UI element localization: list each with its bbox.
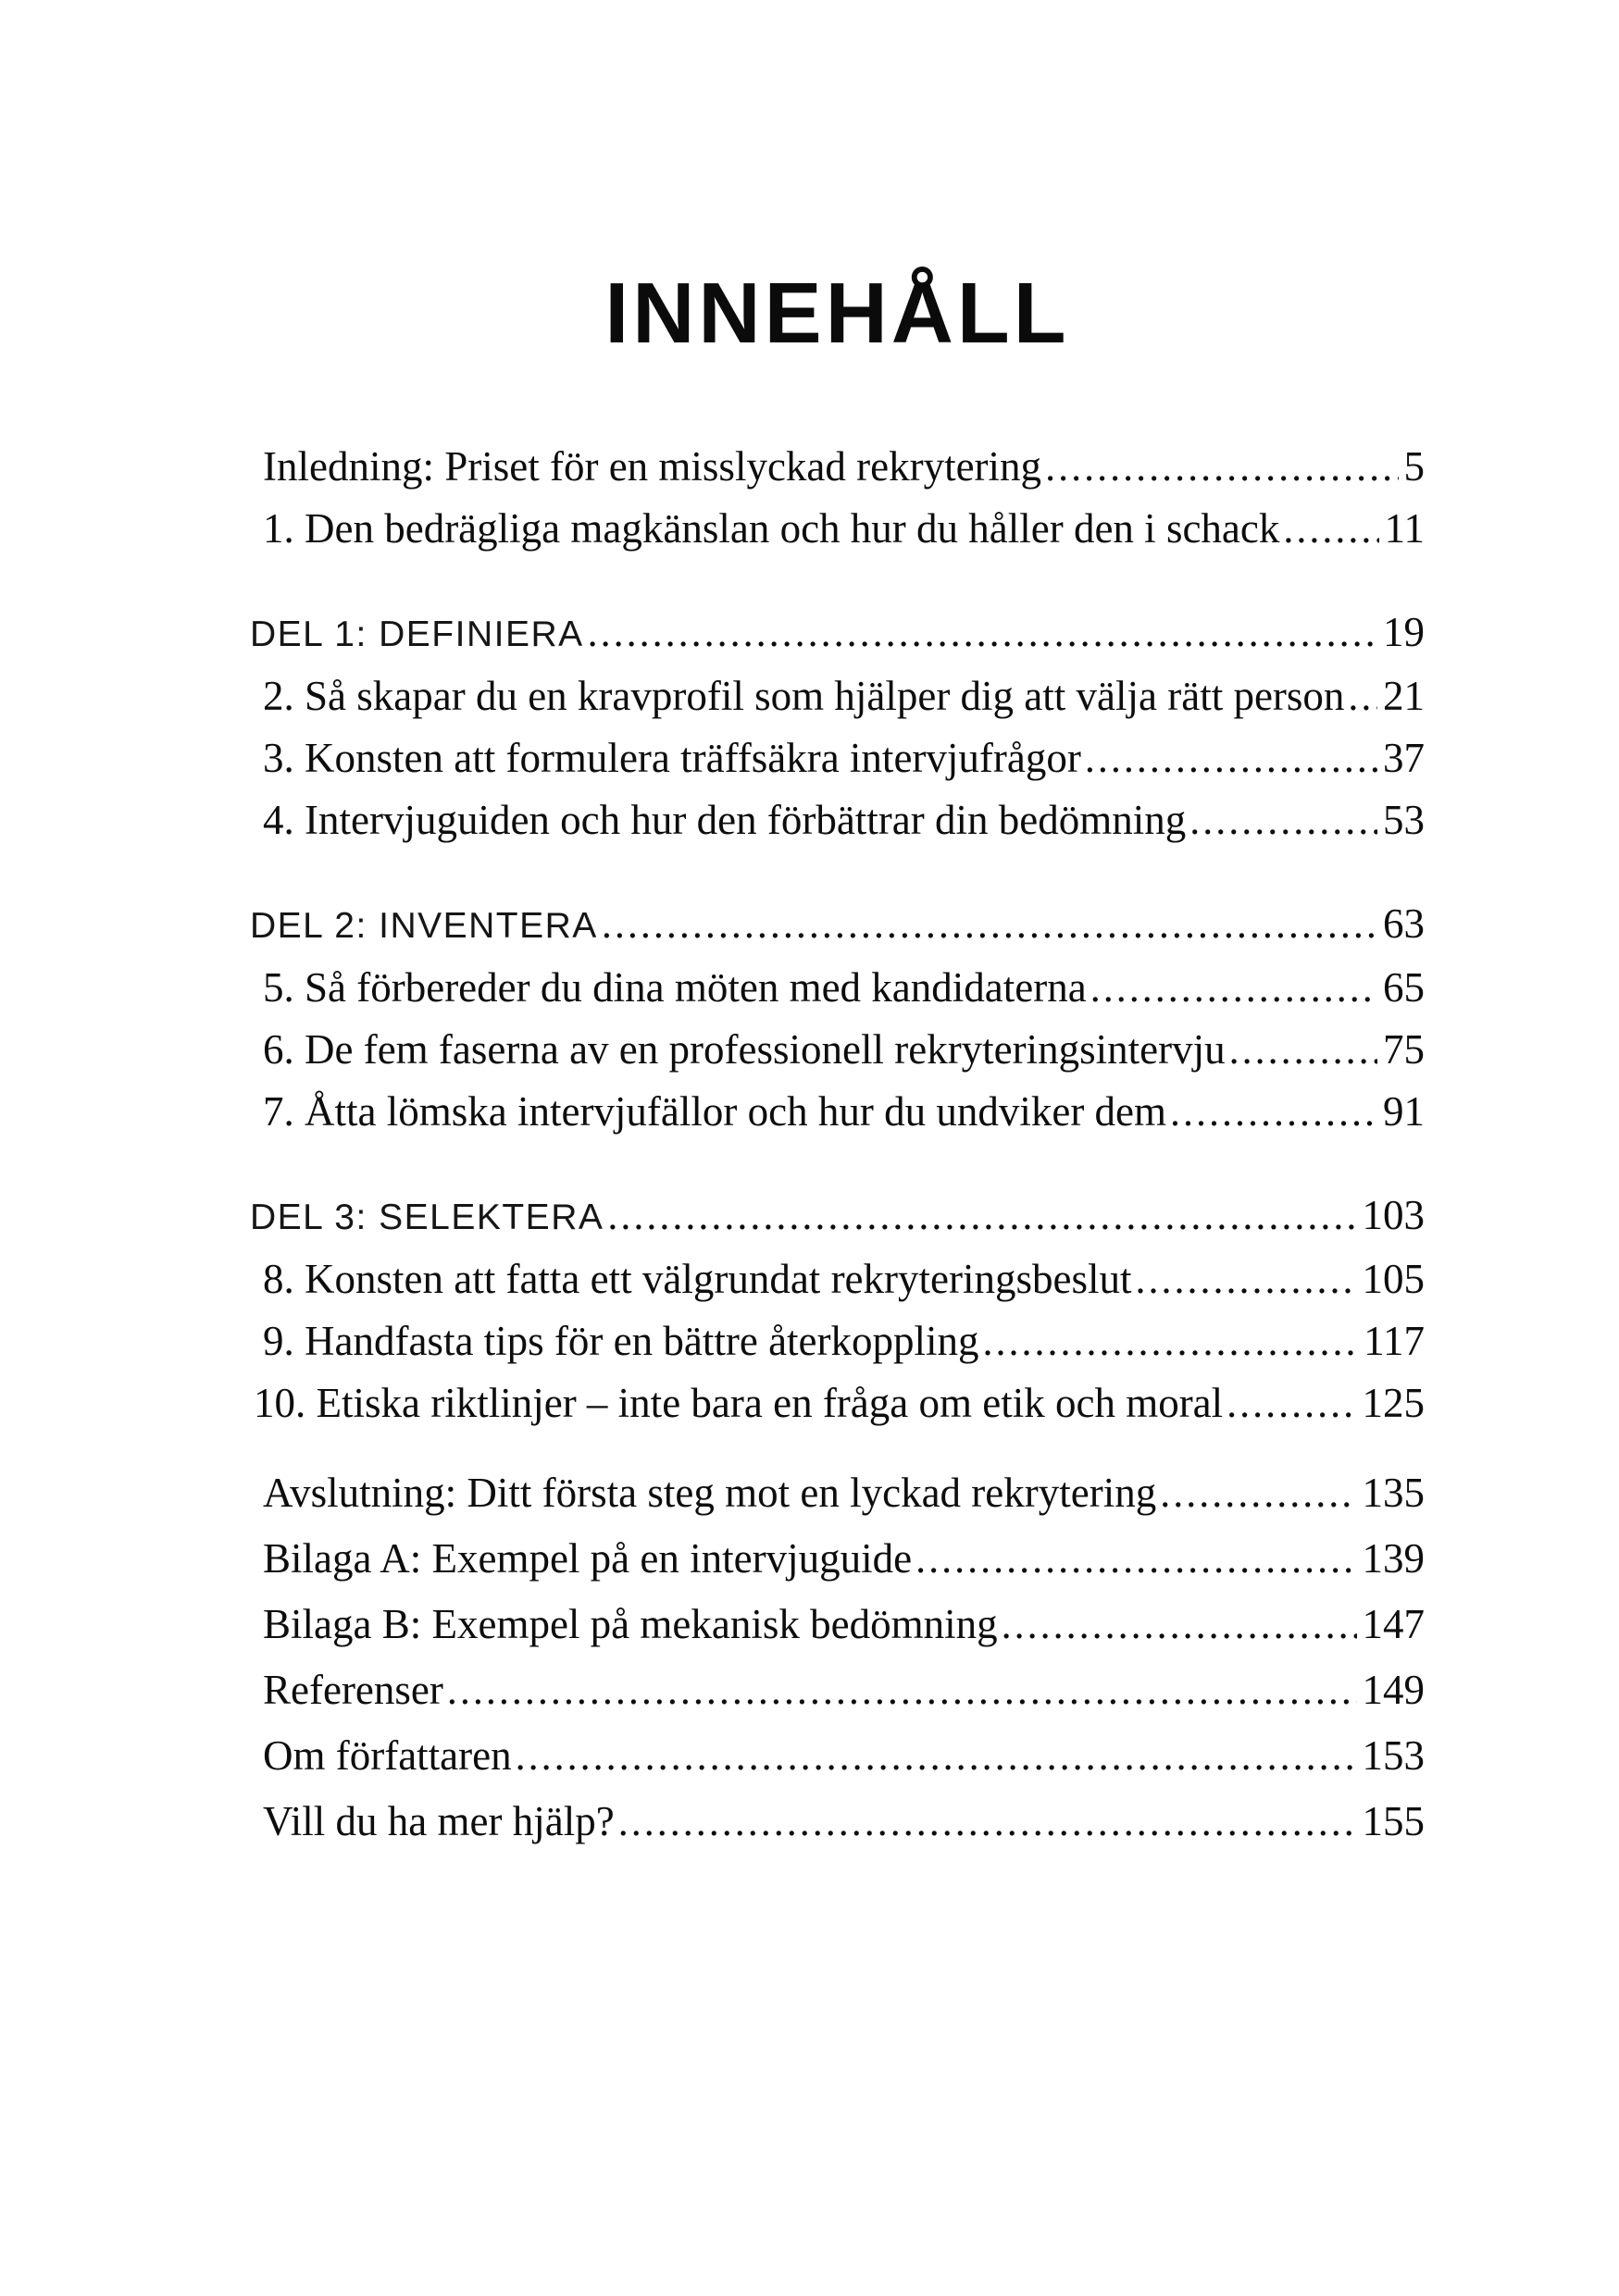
- toc-entry-page: 11: [1384, 505, 1425, 552]
- dot-leader: [1227, 1372, 1356, 1434]
- toc-row-referenser: [250, 1659, 1425, 1721]
- toc-row-om-forfattaren: [250, 1725, 1425, 1787]
- toc-entry-page: 147: [1362, 1601, 1425, 1647]
- toc-row-chapter-10: [250, 1372, 1425, 1434]
- dot-leader: [618, 1791, 1357, 1853]
- toc-entry-page: 149: [1362, 1667, 1425, 1713]
- toc-entry-label: 6. De fem faserna av en professionell rekryteringsintervju: [263, 1026, 1226, 1073]
- table-of-contents: [250, 436, 1425, 1853]
- dot-leader: [1045, 436, 1398, 498]
- dot-leader: [1283, 498, 1378, 560]
- dot-leader: [1085, 727, 1377, 789]
- dot-leader: [1170, 1081, 1377, 1143]
- toc-row-chapter-3: [250, 727, 1425, 789]
- dot-leader: [1348, 665, 1377, 727]
- toc-row-inledning: [250, 436, 1425, 498]
- toc-part-page: 103: [1362, 1192, 1425, 1238]
- toc-row-chapter-2: [250, 665, 1425, 727]
- dot-leader: [1090, 957, 1377, 1019]
- toc-entry-label: 9. Handfasta tips för en bättre återkoppling: [263, 1318, 979, 1364]
- toc-row-part-2: [250, 893, 1425, 957]
- dot-leader: [1229, 1019, 1377, 1081]
- toc-row-bilaga-a: [250, 1528, 1425, 1590]
- toc-entry-page: 53: [1383, 797, 1425, 843]
- toc-entry-page: 155: [1362, 1798, 1425, 1844]
- toc-row-part-1: [250, 602, 1425, 665]
- toc-content: [250, 0, 1425, 1853]
- toc-entry-label: Inledning: Priset för en misslyckad rekrytering: [263, 443, 1042, 490]
- toc-row-chapter-5: [250, 957, 1425, 1019]
- toc-entry-label: 5. Så förbereder du dina möten med kandidaterna: [263, 964, 1087, 1011]
- toc-part-page: 63: [1383, 900, 1425, 947]
- toc-entry-label: Bilaga A: Exempel på en intervjuguide: [263, 1535, 913, 1582]
- toc-row-chapter-6: [250, 1019, 1425, 1081]
- toc-entry-label: Avslutning: Ditt första steg mot en lyckad rekrytering: [263, 1470, 1157, 1516]
- toc-entry-label: Om författaren: [263, 1732, 512, 1779]
- toc-row-bilaga-b: [250, 1594, 1425, 1656]
- toc-entry-label: 7. Åtta lömska intervjufällor och hur du undviker dem: [263, 1088, 1167, 1135]
- toc-entry-page: 21: [1383, 673, 1425, 719]
- toc-row-mer-hjalp: [250, 1791, 1425, 1853]
- toc-row-chapter-8: [250, 1248, 1425, 1310]
- dot-leader: [602, 893, 1377, 955]
- toc-entry-page: 117: [1364, 1318, 1425, 1364]
- toc-part-label: DEL 2: INVENTERA: [250, 906, 598, 946]
- toc-row-chapter-7: [250, 1081, 1425, 1143]
- dot-leader: [516, 1725, 1357, 1787]
- toc-row-part-3: [250, 1185, 1425, 1248]
- dot-leader: [1135, 1248, 1356, 1310]
- toc-entry-label: 4. Intervjuguiden och hur den förbättrar din bedömning: [263, 797, 1187, 843]
- dot-leader: [1160, 1462, 1356, 1524]
- toc-entry-page: 139: [1362, 1535, 1425, 1582]
- toc-entry-label: 10. Etiska riktlinjer – inte bara en fråga om etik och moral: [254, 1380, 1224, 1426]
- toc-part-page: 19: [1383, 609, 1425, 655]
- toc-entry-label: Vill du ha mer hjälp?: [263, 1798, 615, 1844]
- toc-row-chapter-4: [250, 789, 1425, 851]
- toc-entry-page: 105: [1362, 1256, 1425, 1302]
- toc-entry-page: 65: [1383, 964, 1425, 1011]
- toc-entry-page: 91: [1383, 1088, 1425, 1135]
- toc-entry-page: 75: [1383, 1026, 1425, 1073]
- toc-row-avslutning: [250, 1462, 1425, 1524]
- toc-entry-label: 8. Konsten att fatta ett välgrundat rekryteringsbeslut: [263, 1256, 1132, 1302]
- page-title: INNEHÅLL: [604, 265, 1070, 361]
- dot-leader: [447, 1659, 1357, 1721]
- toc-row-chapter-9: [250, 1310, 1425, 1372]
- toc-entry-label: Referenser: [263, 1667, 443, 1713]
- toc-entry-page: 37: [1383, 735, 1425, 781]
- toc-row-chapter-1: [250, 498, 1425, 560]
- toc-entry-page: 125: [1362, 1380, 1425, 1426]
- dot-leader: [1002, 1594, 1357, 1656]
- toc-entry-label: 1. Den bedrägliga magkänslan och hur du håller den i schack: [263, 505, 1280, 552]
- dot-leader: [1189, 789, 1377, 851]
- toc-part-label: DEL 3: SELEKTERA: [250, 1198, 604, 1237]
- toc-entry-label: Bilaga B: Exempel på mekanisk bedömning: [263, 1601, 998, 1647]
- toc-entry-page: 135: [1362, 1470, 1425, 1516]
- dot-leader: [607, 1185, 1356, 1247]
- dot-leader: [915, 1528, 1356, 1590]
- toc-entry-page: 5: [1403, 443, 1425, 490]
- toc-part-label: DEL 1: DEFINIERA: [250, 614, 584, 654]
- dot-leader: [983, 1310, 1359, 1372]
- dot-leader: [588, 602, 1377, 664]
- toc-entry-label: 2. Så skapar du en kravprofil som hjälper dig att välja rätt person: [263, 673, 1345, 719]
- toc-entry-label: 3. Konsten att formulera träffsäkra intervjufrågor: [263, 735, 1081, 781]
- toc-entry-page: 153: [1362, 1732, 1425, 1779]
